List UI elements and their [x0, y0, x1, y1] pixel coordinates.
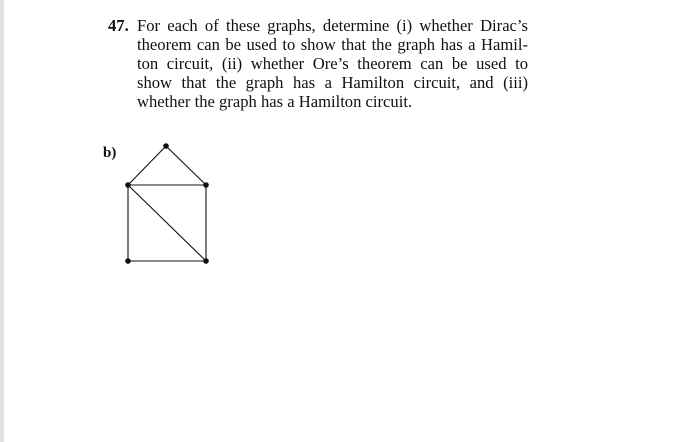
graph-edge-ml-br: [128, 185, 206, 261]
part-label-b: b): [103, 145, 117, 161]
graph-vertex-bl: [125, 258, 131, 264]
problem-line: theorem can be used to show that the graph has a Hamil-: [137, 35, 528, 54]
graph-vertex-top: [163, 143, 169, 149]
graph-edge-top-mr: [166, 146, 206, 185]
graph-edges: [128, 146, 206, 261]
problem-line: show that the graph has a Hamilton circuit, and (iii): [137, 73, 528, 92]
problem-text: [137, 16, 528, 111]
problem-47: [108, 16, 528, 111]
graph-figure: [114, 135, 224, 275]
graph-svg: [114, 135, 224, 275]
problem-number: 47.: [108, 16, 129, 35]
graph-edge-top-ml: [128, 146, 166, 185]
problem-line: whether the graph has a Hamilton circuit.: [137, 92, 413, 111]
problem-line: For each of these graphs, determine (i) whether Dirac’s: [137, 16, 528, 35]
graph-vertices: [125, 143, 209, 264]
graph-vertex-ml: [125, 182, 131, 188]
graph-vertex-mr: [203, 182, 209, 188]
problem-line: ton circuit, (ii) whether Ore’s theorem can be used to: [137, 54, 528, 73]
graph-vertex-br: [203, 258, 209, 264]
